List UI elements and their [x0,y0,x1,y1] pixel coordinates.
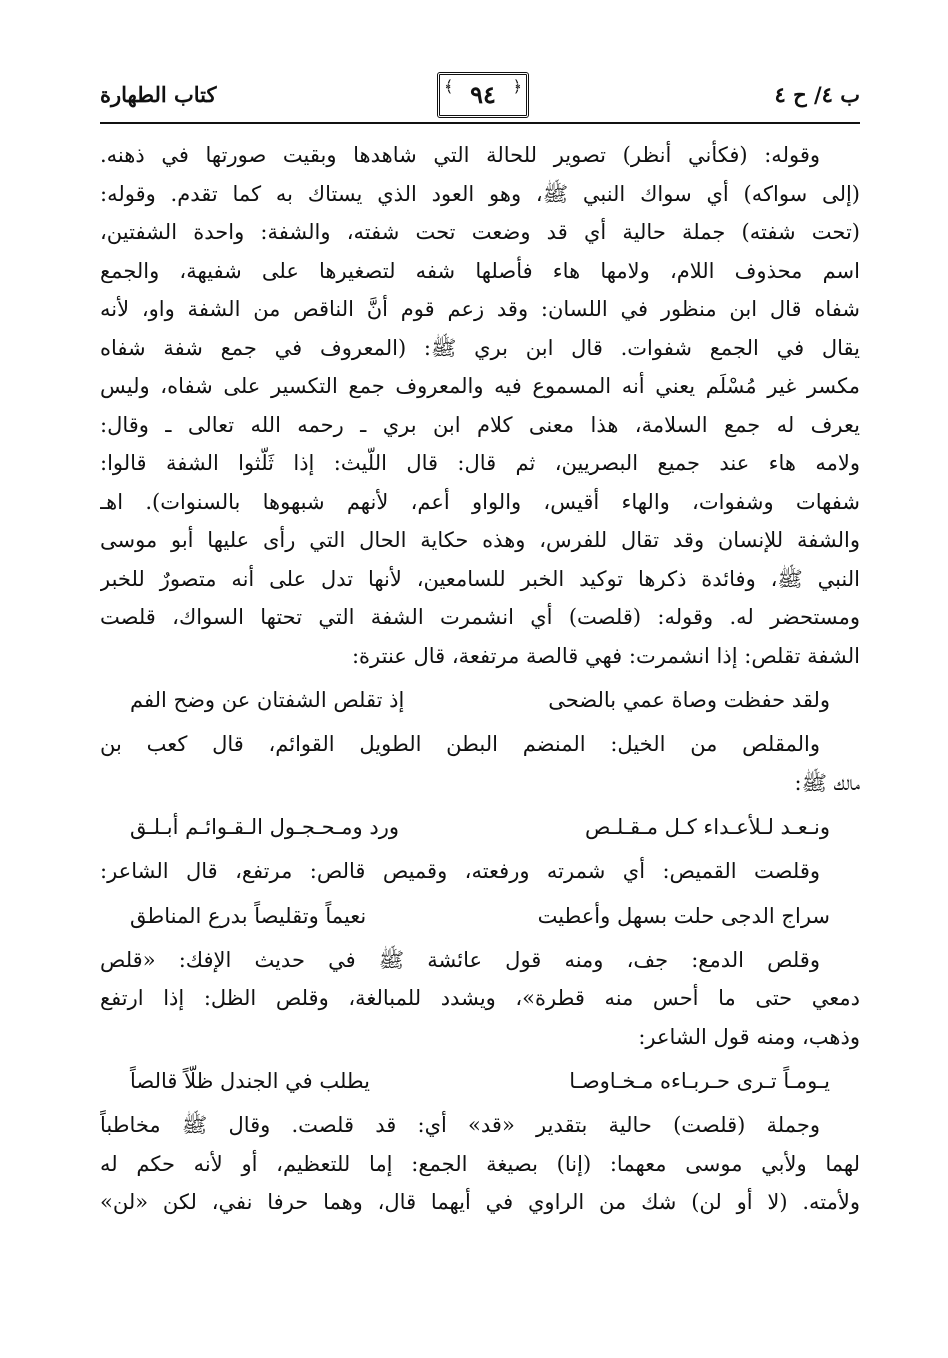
text-line: (إلى سواكه) أي سواك النبي ﷺ، وهو العود الذي يستاك به كما تقدم. وقوله: [100,181,860,206]
text-line: يعرف له جمع السلامة، هذا معنى كلام ابن بري ـ رحمه الله تعالى ـ وقال: [100,412,860,437]
text-line: وقلص الدمع: جف، ومنه قول عائشة ﷺ في حديث الإفك: «قلص [100,947,820,972]
text-line: وقلصت القميص: أي شمرته ورفعته، وقميص قالص: مرتفع، قال الشاعر: [100,859,820,883]
verse-second-hemistich: ورد ومـحـجـول الـقـوائـم أبـلـق [130,815,399,839]
text-line: وذهب، ومنه قول الشاعر: [638,1024,860,1049]
verse-second-hemistich: يطلب في الجندل ظلّاً قالصاً [130,1069,370,1093]
page-body [100,136,860,1222]
text-line: (تحت شفته) جملة حالية أي قد وضعت تحت شفته، والشفة: واحدة الشفتين، [100,220,860,244]
text-line: وجملة (قلصت) حالية بتقدير «قد» أي: قد قلصت. وقال ﷺ مخاطباً [100,1113,820,1137]
poetry-verse [100,891,860,941]
text-line: مكسر غير مُسْلَم يعني أنه المسموع فيه والمعروف جمع التكسير على شفاه، وليس [100,374,860,398]
book-title: كتاب الطهارة [100,82,217,107]
text-line: يقال في الجمع شفوات. قال ابن بري ﷺ: (المعروف في جمع شفة شفاه [100,335,860,360]
text-line: الشفة تقلص: إذا انشمرت: فهي قالصة مرتفعة، قال عنترة: [351,643,860,668]
text-line: وقوله: (فكأني أنظر) تصوير للحالة التي شاهدها وبقيت صورتها في ذهنه. [100,143,820,167]
verse-first-hemistich: يـومـاً تـرى حـربـاءه مـخـاوصـا [569,1069,830,1093]
text-line: والمقلص من الخيل: المنضم البطن الطويل القوائم، قال كعب بن [100,732,820,756]
text-line: ولأمته. (لا أو لن) شك من الراوي في أيهما قال، وهما حرفا نفي، لكن «لن» [100,1190,860,1214]
header-divider [100,122,860,124]
text-line: لهما ولأبي موسى معهما: (إنا) بصيغة الجمع: إما للتعظيم، أو لأنه حكم له [100,1151,860,1176]
verse-second-hemistich: إذ تقلص الشفتان عن وضح الفم [130,688,405,712]
poetry-verse [100,802,860,852]
poetry-verse [100,1056,860,1106]
text-line: مالك ﷺ: [794,770,860,795]
text-line: دمعي حتى ما أحس منه قطرة»، ويشدد للمبالغة، وقلص الظل: إذا ارتفع [100,986,860,1010]
page-header [100,72,860,122]
text-line: شفاه قال ابن منظور في اللسان: وقد زعم قوم أنَّ الناقص من الشفة واو، لأنه [100,297,860,321]
text-line: والشفة للإنسان وقد تقال للفرس، وهذه حكاية الحال التي رأى عليها أبو موسى [100,528,860,552]
verse-second-hemistich: نعيماً وتقليصاً بدرع المناطق [130,903,367,928]
page-number: ٩٤ [470,80,496,109]
text-line: ولامه هاء عند جميع البصريين، ثم قال: قال اللّيث: إذا ثَلّثوا الشفة قالوا: [100,451,860,475]
poetry-verse [100,675,860,725]
page-number-frame [437,72,529,118]
verse-first-hemistich: ونـعـد لـلأعـداء كـل مـقـلـص [584,815,830,839]
text-line: اسم محذوف اللام، ولامها هاء فأصلها شفه لتصغيرها على شفيهة، والجمع [100,258,860,283]
verse-first-hemistich: سراج الدجى حلت بسهل وأعطيت [537,903,830,928]
text-line: النبي ﷺ، وفائدة ذكرها توكيد الخبر للسامعين، لأنها تدل على أنه متصورٌ للخبر [100,566,860,591]
text-line: شفهات وشفوات، والهاء أقيس، والواو أعم، لأنهم شبهوها بالسنوات). اهـ [100,489,860,514]
volume-reference: ب ٤/ ح ٤ [774,82,860,107]
text-line: ومستحضر له. وقوله: (قلصت) أي انشمرت الشفة التي تحتها السواك، قلصت [100,605,860,629]
verse-first-hemistich: ولقد حفظت وصاة عمي بالضحى [548,688,830,712]
